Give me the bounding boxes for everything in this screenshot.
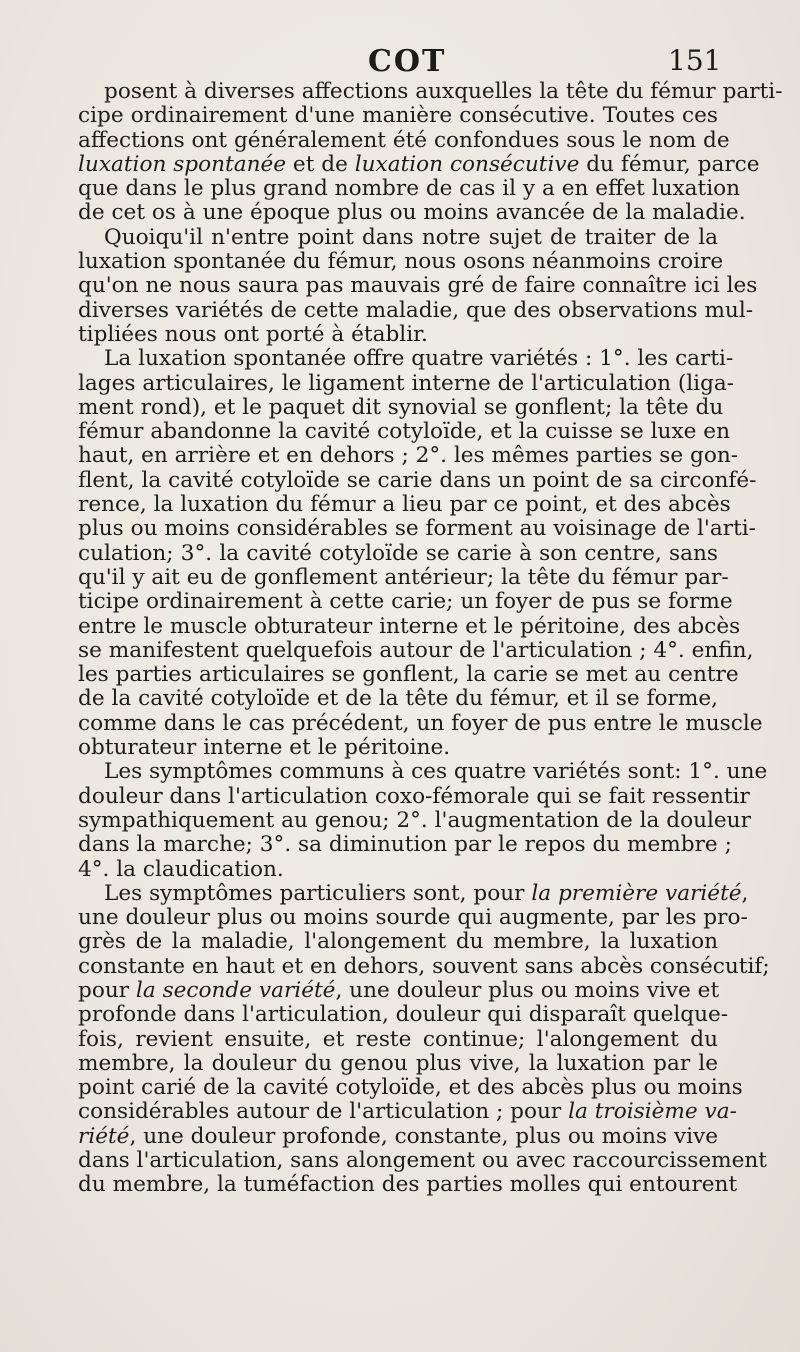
text-line bbox=[78, 1075, 743, 1101]
text-line bbox=[78, 905, 748, 931]
text-line bbox=[78, 1172, 738, 1198]
text-run: , une douleur plus ou moins vive et bbox=[335, 977, 720, 1003]
text-line bbox=[78, 687, 718, 711]
text-run: plus ou moins considérables se forment au voisinage de l'arti- bbox=[78, 516, 756, 542]
italic-text-run: luxation consécutive bbox=[354, 151, 580, 177]
italic-text-run: la seconde variété bbox=[135, 977, 336, 1003]
text-run: du fémur, parce bbox=[579, 151, 760, 177]
text-run: luxation spontanée du fémur, nous osons néanmoins croire bbox=[78, 249, 724, 275]
text-run: une douleur plus ou moins sourde qui augmente, par les pro- bbox=[78, 905, 748, 931]
running-head-word: COT bbox=[368, 44, 447, 79]
text-run: Les symptômes communs à ces quatre variétés sont: 1°. une bbox=[104, 759, 768, 785]
text-run: fois, revient ensuite, et reste continue; l'alongement du bbox=[78, 1026, 718, 1052]
text-run: pour bbox=[78, 977, 136, 1003]
text-run: point carié de la cavité cotyloïde, et des abcès plus ou moins bbox=[78, 1075, 743, 1101]
text-line bbox=[78, 953, 770, 979]
text-line bbox=[78, 176, 741, 202]
text-run: ment rond), et le paquet dit synovial se gonflent; la tête du bbox=[78, 394, 724, 420]
text-line bbox=[78, 346, 734, 372]
text-line bbox=[78, 710, 763, 736]
text-line bbox=[78, 662, 739, 688]
text-line bbox=[78, 783, 750, 809]
text-line bbox=[78, 807, 751, 833]
text-line bbox=[78, 419, 730, 445]
text-line bbox=[78, 516, 756, 542]
running-head bbox=[0, 44, 800, 84]
text-line bbox=[78, 200, 746, 226]
text-run: Quoiqu'il n'entre point dans notre sujet de traiter de la bbox=[104, 224, 718, 250]
text-line bbox=[78, 127, 730, 153]
text-run: 4°. la claudication. bbox=[78, 856, 284, 882]
text-run: La luxation spontanée offre quatre variétés : 1°. les carti- bbox=[104, 346, 734, 372]
text-run: de la cavité cotyloïde et de la tête du fémur, et il se forme, bbox=[78, 686, 718, 712]
paragraph bbox=[78, 346, 763, 761]
page-number: 151 bbox=[668, 44, 722, 77]
text-line bbox=[78, 832, 732, 858]
text-run: cipe ordinairement d'une manière consécutive. Toutes ces bbox=[78, 103, 718, 129]
text-run: Les symptômes particuliers sont, pour bbox=[104, 880, 532, 906]
text-line bbox=[78, 542, 718, 566]
text-run: considérables autour de l'articulation ; pour bbox=[78, 1099, 569, 1125]
text-line bbox=[78, 564, 729, 590]
text-run: posent à diverses affections auxquelles la tête du fémur parti- bbox=[104, 79, 783, 104]
text-line bbox=[78, 613, 741, 639]
text-run: profonde dans l'articulation, douleur qui disparaît quelque- bbox=[78, 1002, 729, 1028]
text-run: rence, la luxation du fémur a lieu par ce point, et des abcès bbox=[78, 492, 731, 518]
text-run: , bbox=[741, 880, 749, 906]
paragraph bbox=[78, 759, 768, 882]
text-run: diverses variétés de cette maladie, que des observations mul- bbox=[78, 297, 754, 323]
text-line bbox=[78, 467, 757, 493]
text-run: qu'on ne nous saura pas mauvais gré de faire connaître ici les bbox=[78, 273, 758, 299]
text-line bbox=[78, 79, 783, 104]
text-line bbox=[78, 858, 718, 882]
text-run: qu'il y ait eu de gonflement antérieur; la tête du fémur par- bbox=[78, 564, 729, 590]
text-run: affections ont généralement été confondues sous le nom de bbox=[78, 127, 730, 153]
text-line bbox=[78, 1002, 729, 1028]
text-run: membre, la douleur du genou plus vive, la luxation par le bbox=[78, 1050, 718, 1076]
text-run: culation; 3°. la cavité cotyloïde se carie à son centre, sans bbox=[78, 540, 718, 566]
paragraph bbox=[78, 79, 783, 226]
text-run: , une douleur profonde, constante, plus ou moins vive bbox=[129, 1123, 718, 1149]
text-line bbox=[78, 1052, 718, 1076]
text-run: dans l'articulation, sans alongement ou avec raccourcissement bbox=[78, 1148, 767, 1174]
text-run: comme dans le cas précédent, un foyer de pus entre le muscle bbox=[78, 710, 763, 736]
text-run: dans la marche; 3°. sa diminution par le repos du membre ; bbox=[78, 832, 732, 858]
text-run: les parties articulaires se gonflent, la carie se met au centre bbox=[78, 662, 739, 688]
text-line bbox=[78, 736, 718, 760]
text-line bbox=[78, 637, 754, 663]
text-run: entre le muscle obturateur interne et le péritoine, des abcès bbox=[78, 613, 741, 639]
italic-text-run: la première variété bbox=[531, 880, 742, 906]
text-line bbox=[78, 273, 758, 299]
text-line bbox=[78, 1148, 767, 1174]
text-run: que dans le plus grand nombre de cas il y a en effet luxation bbox=[78, 176, 741, 202]
text-run: se manifestent quelquefois autour de l'articulation ; 4°. enfin, bbox=[78, 637, 754, 663]
text-line bbox=[78, 589, 733, 615]
paragraph bbox=[78, 224, 758, 347]
italic-text-run: la troisième va- bbox=[568, 1099, 737, 1125]
italic-text-run: luxation spontanée bbox=[78, 151, 287, 177]
text-line bbox=[78, 394, 724, 420]
text-line bbox=[78, 323, 718, 347]
text-run: haut, en arrière et en dehors ; 2°. les mêmes parties se gon- bbox=[78, 443, 739, 469]
text-line bbox=[78, 151, 760, 177]
text-line bbox=[78, 104, 718, 128]
text-run: douleur dans l'articulation coxo-fémorale qui se fait ressentir bbox=[78, 783, 750, 809]
text-run: lages articulaires, le ligament interne de l'articulation (liga- bbox=[78, 370, 735, 396]
text-line bbox=[78, 979, 718, 1003]
text-line bbox=[78, 443, 739, 469]
text-run: flent, la cavité cotyloïde se carie dans un point de sa circonfé- bbox=[78, 467, 757, 493]
text-line bbox=[78, 1125, 718, 1149]
text-line bbox=[78, 759, 768, 785]
text-line bbox=[78, 1099, 737, 1125]
text-run: ticipe ordinairement à cette carie; un foyer de pus se forme bbox=[78, 589, 733, 615]
text-line bbox=[78, 880, 749, 906]
text-run: fémur abandonne la cavité cotyloïde, et la cuisse se luxe en bbox=[78, 419, 730, 445]
text-run: tipliées nous ont porté à établir. bbox=[78, 321, 428, 347]
text-line bbox=[78, 297, 754, 323]
paragraph bbox=[78, 880, 770, 1198]
text-run: constante en haut et en dehors, souvent sans abcès consécutif; bbox=[78, 953, 770, 979]
text-line bbox=[78, 370, 735, 396]
text-run: et de bbox=[286, 151, 355, 177]
text-line bbox=[78, 492, 731, 518]
text-run: du membre, la tuméfaction des parties molles qui entourent bbox=[78, 1172, 738, 1198]
body-text bbox=[78, 79, 783, 1198]
text-run: obturateur interne et le péritoine. bbox=[78, 735, 451, 761]
text-run: sympathiquement au genou; 2°. l'augmentation de la douleur bbox=[78, 807, 751, 833]
text-run: de cet os à une époque plus ou moins avancée de la maladie. bbox=[78, 200, 746, 226]
text-line bbox=[78, 249, 724, 275]
text-line bbox=[78, 226, 718, 250]
italic-text-run: riété bbox=[78, 1123, 130, 1149]
text-line bbox=[78, 1028, 718, 1052]
text-line bbox=[78, 930, 718, 954]
text-run: grès de la maladie, l'alongement du membre, la luxation bbox=[78, 929, 718, 955]
